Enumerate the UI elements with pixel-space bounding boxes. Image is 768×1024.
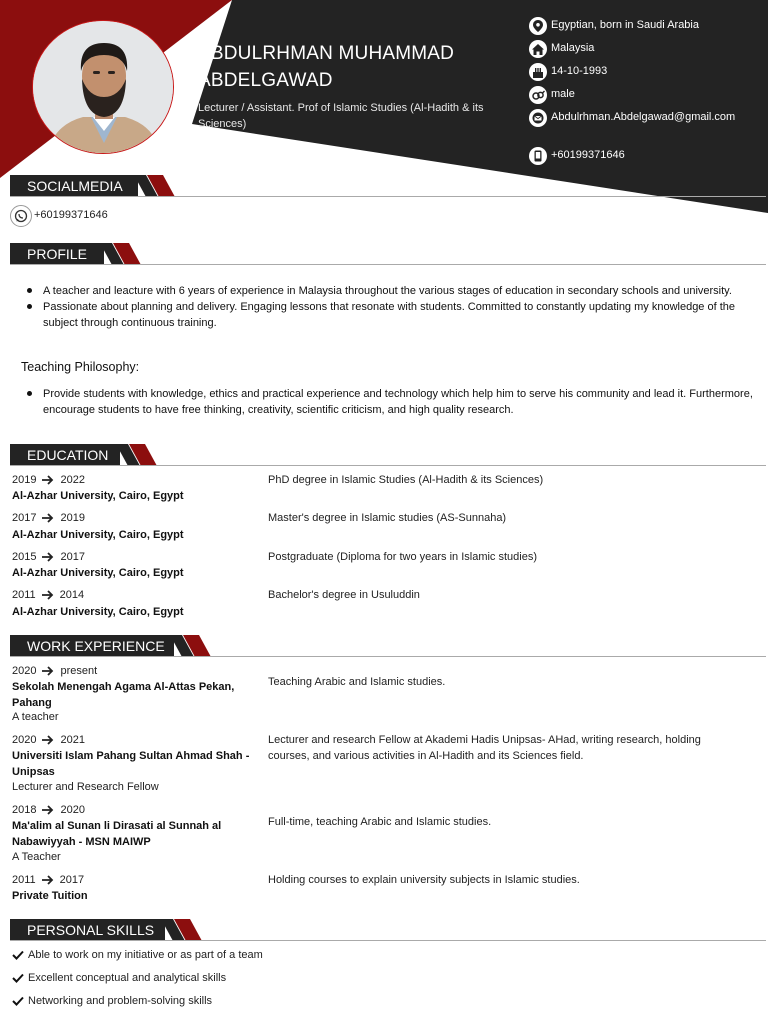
phone-icon [529,147,547,165]
birthday-cake-icon [529,63,547,81]
whatsapp-number[interactable]: +60199371646 [34,209,108,221]
arrow-right-icon [42,805,54,815]
education-dates: 2019 2022 [12,474,85,486]
education-institution: Al-Azhar University, Cairo, Egypt [12,606,184,618]
work-description: Full-time, teaching Arabic and Islamic studies. [268,816,492,828]
section-skills-header [10,919,766,941]
arrow-right-icon [42,590,54,600]
list-item: Provide students with knowledge, ethics and practical experience and technology which help him to serve his community and lead it. Furthermore, encourage students to have free thinking, creativity, scientific criticism, and high quality research. [24,386,754,418]
divider [10,465,766,466]
candidate-name: ABDULRHMAN MUHAMMAD ABDELGAWAD [198,43,455,91]
list-item: Passionate about planning and delivery. Engaging lessons that resonate with students. Committed to constantly updating my knowledge of the subject through continuous training. [24,299,754,331]
education-degree: PhD degree in Islamic Studies (Al-Hadith & its Sciences) [268,474,544,486]
section-title: EDUCATION [10,444,120,466]
arrow-right-icon [42,552,54,562]
arrow-right-icon [42,875,54,885]
philosophy-bullets [24,386,754,418]
divider [10,940,766,941]
divider [10,196,766,197]
work-organization: Universiti Islam Pahang Sultan Ahmad Shah - Unipsas [12,750,250,778]
education-dates: 2011 2014 [12,589,85,601]
checkmark-icon [12,973,24,983]
work-dates: 2011 2017 [12,874,85,886]
education-institution: Al-Azhar University, Cairo, Egypt [12,529,184,541]
section-profile-header [10,243,766,265]
work-role: A teacher [12,711,59,723]
work-dates: 2020 present [12,665,98,677]
work-organization: Ma'alim al Sunan li Dirasati al Sunnah al Nabawiyyah - MSN MAIWP [12,820,222,848]
education-dates: 2015 2017 [12,551,85,563]
section-work-header [10,635,766,657]
checkmark-icon [12,996,24,1006]
list-item: A teacher and leacture with 6 years of experience in Malaysia throughout the various stages of education in secondary schools and university. [24,283,754,299]
section-title: WORK EXPERIENCE [10,635,174,657]
work-dates: 2018 2020 [12,804,85,816]
section-education-header [10,444,766,466]
education-institution: Al-Azhar University, Cairo, Egypt [12,567,184,579]
profile-photo [32,20,174,154]
divider [10,264,766,265]
work-description: Holding courses to explain university subjects in Islamic studies. [268,874,580,886]
arrow-right-icon [42,513,54,523]
section-title: PERSONAL SKILLS [10,919,165,941]
section-socialmedia-header [10,175,766,197]
work-description: Lecturer and research Fellow at Akademi Hadis Unipsas- AHad, writing research, holding courses, and various activities in Al-Hadith and its Sciences field. [268,734,701,762]
work-role: A Teacher [12,851,61,863]
divider [10,656,766,657]
candidate-title: Lecturer / Assistant. Prof of Islamic Studies (Al-Hadith & its Sciences) [198,102,484,130]
skill-item: Excellent conceptual and analytical skills [12,970,226,986]
section-title: SOCIALMEDIA [10,175,138,197]
skill-item: Networking and problem-solving skills [12,993,212,1009]
education-degree: Master's degree in Islamic studies (AS-Sunnaha) [268,512,507,524]
education-degree: Postgraduate (Diploma for two years in Islamic studies) [268,551,537,563]
location-pin-icon [529,17,547,35]
gender-icon [529,86,547,104]
education-degree: Bachelor's degree in Usuluddin [268,589,420,601]
whatsapp-icon [10,205,32,227]
education-dates: 2017 2019 [12,512,85,524]
skill-item: Able to work on my initiative or as part of a team [12,947,263,963]
teaching-philosophy-heading: Teaching Philosophy: [21,360,140,374]
work-description: Teaching Arabic and Islamic studies. [268,676,446,688]
checkmark-icon [12,950,24,960]
work-organization: Sekolah Menengah Agama Al-Attas Pekan, Pahang [12,681,235,709]
arrow-right-icon [42,475,54,485]
profile-bullets [24,283,754,331]
arrow-right-icon [42,735,54,745]
email-icon [529,109,547,127]
work-role: Lecturer and Research Fellow [12,781,159,793]
home-icon [529,40,547,58]
section-title: PROFILE [10,243,104,265]
education-institution: Al-Azhar University, Cairo, Egypt [12,490,184,502]
work-organization: Private Tuition [12,890,88,902]
work-dates: 2020 2021 [12,734,85,746]
arrow-right-icon [42,666,54,676]
